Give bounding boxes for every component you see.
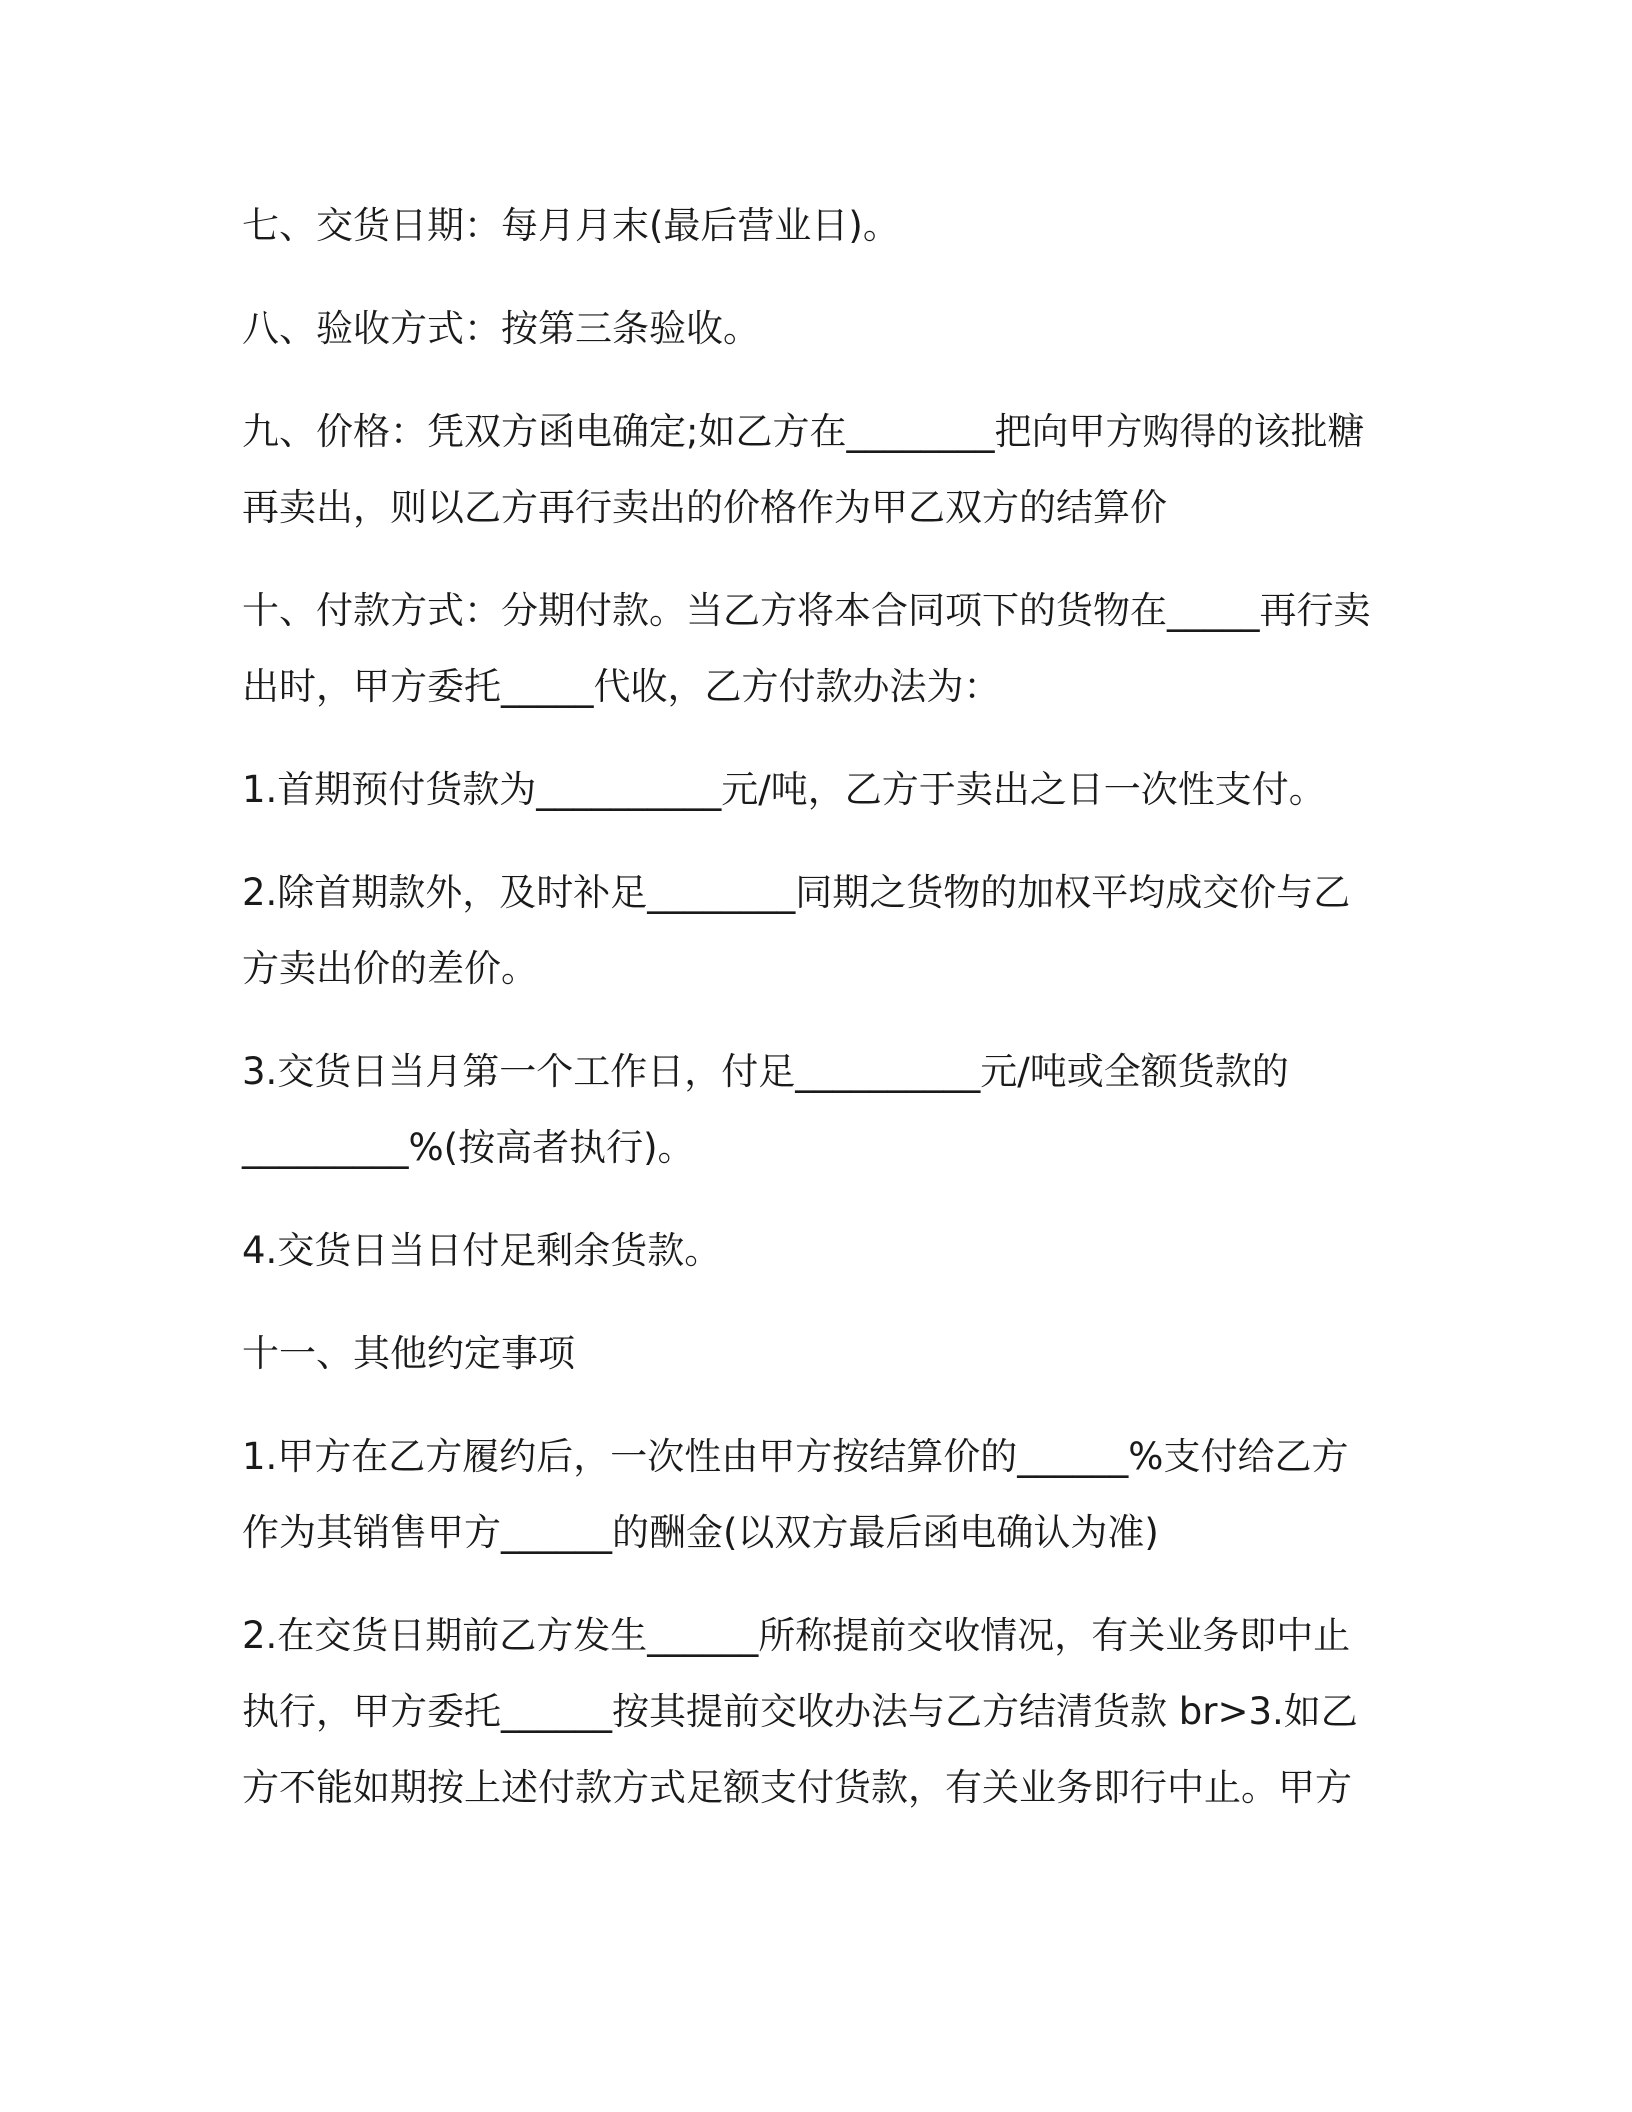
- payment-item-2: [242, 855, 1402, 1007]
- document-body: [242, 188, 1402, 1853]
- text-line: 执行，甲方委托______按其提前交收办法与乙方结清货款 br>3.如乙: [242, 1690, 1358, 1733]
- other-terms-item-1: [242, 1419, 1402, 1571]
- clause-payment-method: [242, 573, 1402, 725]
- text-line: 3.交货日当月第一个工作日，付足__________元/吨或全额货款的: [242, 1050, 1289, 1093]
- payment-item-1: [242, 752, 1402, 828]
- text-line: 2.除首期款外，及时补足________同期之货物的加权平均成交价与乙: [242, 871, 1351, 914]
- payment-item-3: [242, 1034, 1402, 1186]
- text-line: 七、交货日期：每月月末(最后营业日)。: [242, 204, 900, 247]
- text-line: 方不能如期按上述付款方式足额支付货款，有关业务即行中止。甲方: [242, 1766, 1352, 1809]
- text-line: 十、付款方式：分期付款。当乙方将本合同项下的货物在_____再行卖: [242, 589, 1371, 632]
- text-line: 作为其销售甲方______的酬金(以双方最后函电确认为准): [242, 1511, 1159, 1554]
- text-line: 出时，甲方委托_____代收，乙方付款办法为：: [242, 665, 1001, 708]
- payment-item-4: [242, 1213, 1402, 1289]
- clause-acceptance-method: [242, 291, 1402, 367]
- clause-price: [242, 394, 1402, 546]
- other-terms-item-2: [242, 1598, 1402, 1826]
- text-line: 方卖出价的差价。: [242, 947, 538, 990]
- text-line: 4.交货日当日付足剩余货款。: [242, 1229, 722, 1272]
- text-line: 1.首期预付货款为__________元/吨，乙方于卖出之日一次性支付。: [242, 768, 1326, 811]
- text-line: 十一、其他约定事项: [242, 1332, 575, 1375]
- text-line: 1.甲方在乙方履约后，一次性由甲方按结算价的______%支付给乙方: [242, 1435, 1349, 1478]
- text-line: 再卖出，则以乙方再行卖出的价格作为甲乙双方的结算价: [242, 486, 1167, 529]
- clause-delivery-date: [242, 188, 1402, 264]
- text-line: 2.在交货日期前乙方发生______所称提前交收情况，有关业务即中止: [242, 1614, 1351, 1657]
- text-line: 九、价格：凭双方函电确定;如乙方在________把向甲方购得的该批糖: [242, 410, 1365, 453]
- text-line: 八、验收方式：按第三条验收。: [242, 307, 760, 350]
- clause-other-terms-heading: [242, 1316, 1402, 1392]
- text-line: _________%(按高者执行)。: [242, 1126, 695, 1169]
